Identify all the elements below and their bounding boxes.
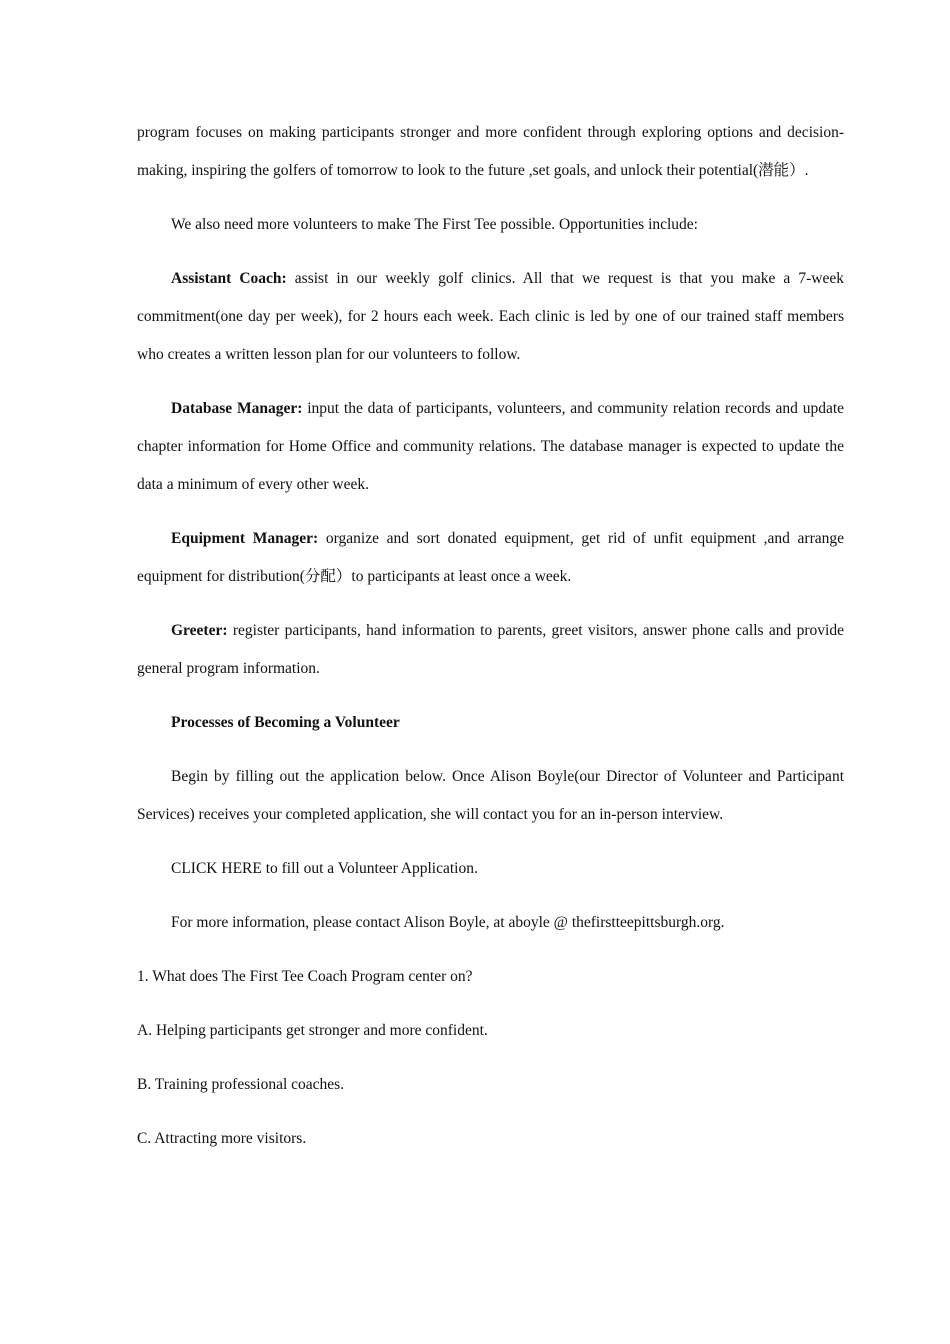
click-here-link[interactable]: CLICK HERE [171,860,262,877]
role-description: assist in our weekly golf clinics. All that we request is that you make a 7-week commitment(one day per week), for 2 hours each week. Each clinic is led by one of our trained staff members who creates a written lesson plan for our volunteers to follow. [137,270,844,363]
answer-option-a: A. Helping participants get stronger and more confident. [137,1022,488,1039]
volunteers-intro: We also need more volunteers to make The First Tee possible. Opportunities include: [171,216,698,233]
role-title: Equipment Manager: [171,530,319,547]
contact-paragraph: For more information, please contact Alison Boyle, at aboyle @ thefirstteepittsburgh.org. [171,914,725,931]
answer-option-c: C. Attracting more visitors. [137,1130,307,1147]
role-description: register participants, hand information to parents, greet visitors, answer phone calls and provide general program information. [137,622,844,677]
role-title: Database Manager: [171,400,303,417]
role-title: Greeter: [171,622,228,639]
role-equipment-manager [137,520,844,596]
answer-option-b: B. Training professional coaches. [137,1076,345,1093]
question-stem: 1. What does The First Tee Coach Program center on? [137,968,473,985]
application-text: to fill out a Volunteer Application. [261,860,478,877]
role-greeter [137,612,844,688]
application-paragraph [137,850,844,888]
role-assistant-coach [137,260,844,374]
document-page [137,114,844,1174]
intro-paragraph: program focuses on making participants stronger and more confident through exploring options and decision-making, inspiring the golfers of tomorrow to look to the future ,set goals, and unlock their potential(潜能）. [137,124,844,179]
process-paragraph: Begin by filling out the application below. Once Alison Boyle(our Director of Volunteer and Participant Services) receives your completed application, she will contact you for an in-person interview. [137,768,844,823]
role-description: organize and sort donated equipment, get rid of unfit equipment ,and arrange equipment for distribution(分配）to participants at least once a week. [137,530,844,585]
process-heading: Processes of Becoming a Volunteer [171,714,400,731]
role-description: input the data of participants, volunteers, and community relation records and update chapter information for Home Office and community relations. The database manager is expected to update the data a minimum of every other week. [137,400,845,493]
role-title: Assistant Coach: [171,270,287,287]
role-database-manager [137,390,844,504]
